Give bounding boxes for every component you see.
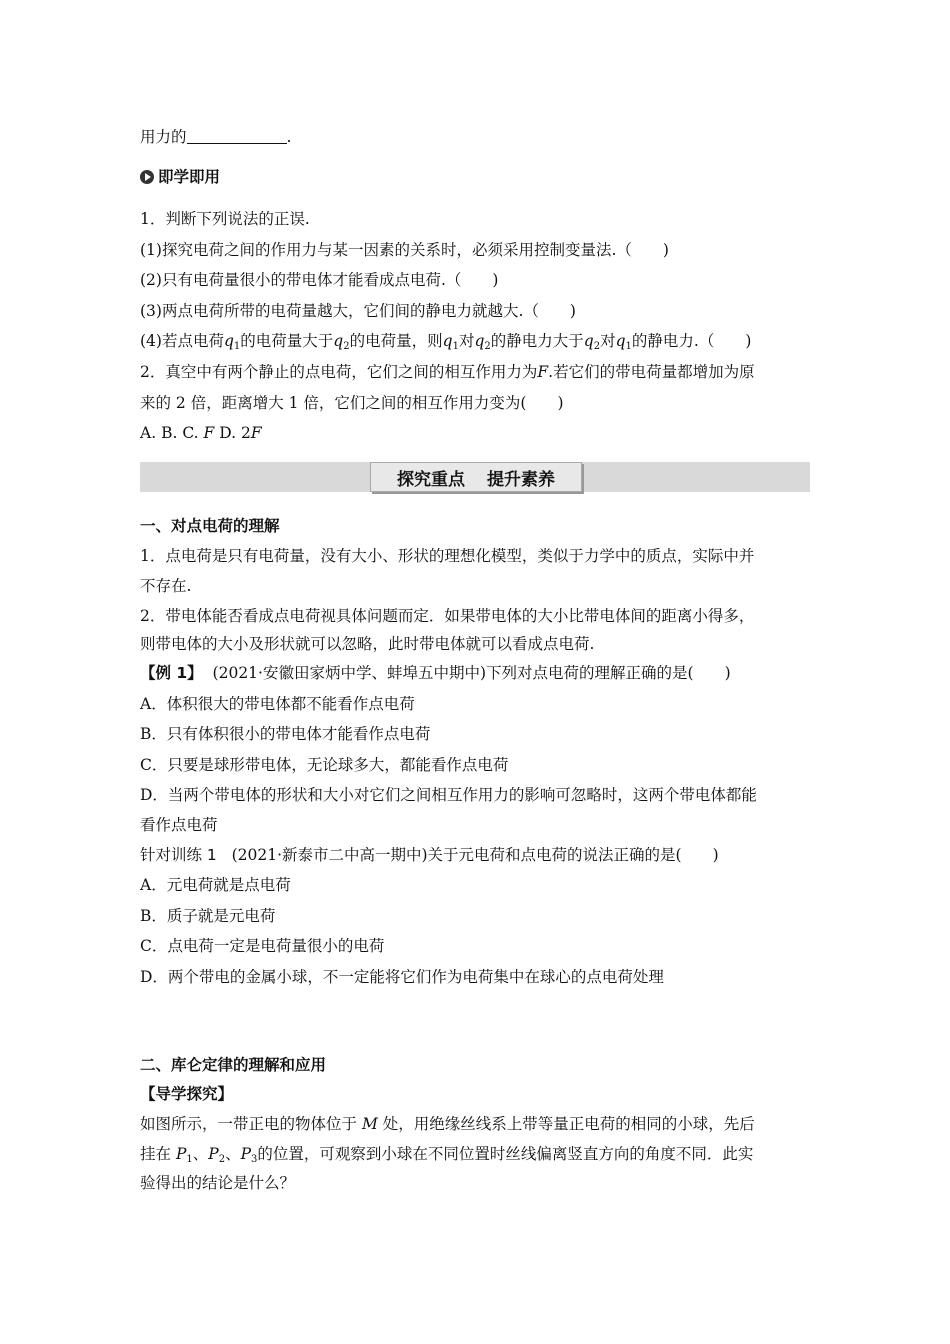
section2-p-line3: 验得出的结论是什么？	[140, 1174, 296, 1192]
training-option-a: A．元电荷就是点电荷	[140, 876, 291, 894]
q1-statement-3: (3)两点电荷所带的电荷量越大，它们间的静电力就越大.（ )	[140, 302, 576, 320]
banner-right-text: 提升素养	[487, 469, 555, 490]
section2-p-line1: 如图所示，一带正电的物体位于 M 处，用绝缘丝线系上带等量正电荷的相同的小球，先后	[140, 1115, 755, 1133]
example-option-a: A．体积很大的带电体都不能看作点电荷	[140, 695, 415, 713]
fill-blank[interactable]	[187, 129, 287, 144]
example-option-d-line2: 看作点电荷	[140, 816, 218, 834]
quick-use-heading: 即学即用	[140, 167, 220, 187]
guide-tag: 【导学探究】	[140, 1085, 234, 1103]
training-option-d: D．两个带电的金属小球，不一定能将它们作为电荷集中在球心的点电荷处理	[140, 968, 664, 986]
section-banner-box	[370, 462, 582, 492]
intro-line: 用力的 .	[140, 128, 292, 146]
training-option-c: C．点电荷一定是电荷量很小的电荷	[140, 937, 385, 955]
example-option-c: C．只要是球形带电体，无论球多大，都能看作点电荷	[140, 756, 509, 774]
section-banner	[140, 462, 810, 492]
play-icon	[140, 170, 154, 184]
q2-line-2: 来的 2 倍，距离增大 1 倍，它们之间的相互作用力变为( )	[140, 394, 564, 412]
q1-stem: 1．判断下列说法的正误.	[140, 210, 310, 228]
section1-p2-line2: 则带电体的大小及形状就可以忽略，此时带电体就可以看成点电荷.	[140, 635, 595, 653]
q1-statement-4: (4)若点电荷$q_1$的电荷量大于$q_2$的电荷量，则$q_1$对$q_2$的静电力大于$q_2$对$q_1$的静电力.（ )	[140, 332, 752, 352]
training-option-b: B．质子就是元电荷	[140, 907, 276, 925]
example-tag: 【例 1】	[140, 664, 203, 682]
section1-p2-line1: 2．带电体能否看成点电荷视具体问题而定．如果带电体的大小比带电体间的距离小得多，	[140, 607, 755, 625]
section1-p1-line1: 1．点电荷是只有电荷量，没有大小、形状的理想化模型，类似于力学中的质点，实际中并	[140, 547, 755, 565]
section2-title: 二、库仑定律的理解和应用	[140, 1056, 327, 1074]
section1-p1-line2: 不存在.	[140, 577, 192, 595]
q1-statement-2: (2)只有电荷量很小的带电体才能看成点电荷.（ )	[140, 271, 499, 289]
training-tag: 针对训练 1	[140, 846, 217, 864]
q1-statement-1: (1)探究电荷之间的作用力与某一因素的关系时，必须采用控制变量法.（ )	[140, 241, 669, 259]
section1-title: 一、对点电荷的理解	[140, 517, 280, 535]
banner-left-text: 探究重点	[397, 469, 465, 490]
example-1: 【例 1】 (2021·安徽田家炳中学、蚌埠五中期中)下列对点电荷的理解正确的是( )	[140, 664, 731, 682]
example-option-d-line1: D．当两个带电体的形状和大小对它们之间相互作用力的影响可忽略时，这两个带电体都能	[140, 786, 757, 804]
q2-options: A. B. C. F D. 2F	[140, 424, 262, 442]
section2-p-line2: 挂在 $P_1$、$P_2$、$P_3$的位置，可观察到小球在不同位置时丝线偏离竖直方向的角度不同．此实	[140, 1145, 754, 1165]
training-1: 针对训练 1 (2021·新泰市二中高一期中)关于元电荷和点电荷的说法正确的是( )	[140, 846, 719, 864]
q2-line-1: 2．真空中有两个静止的点电荷，它们之间的相互作用力为F.若它们的带电荷量都增加为原	[140, 363, 755, 381]
example-option-b: B．只有体积很小的带电体才能看作点电荷	[140, 725, 431, 743]
